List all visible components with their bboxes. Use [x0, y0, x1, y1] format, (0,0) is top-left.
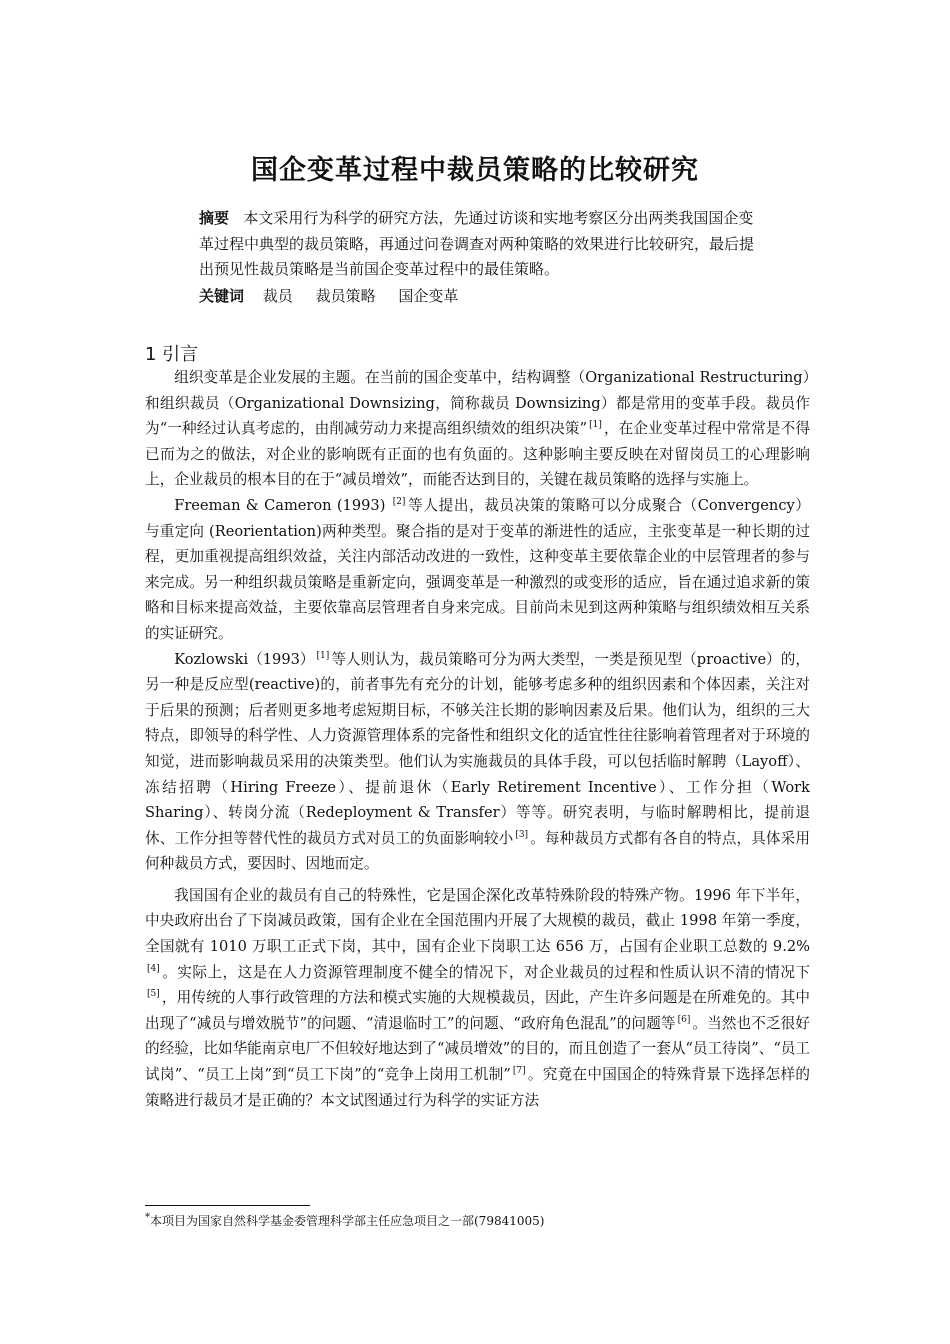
keyword: 裁员	[262, 287, 293, 305]
keywords-label: 关键词	[199, 287, 245, 305]
abstract-label: 摘要	[199, 209, 230, 227]
section-heading: 1 引言	[145, 344, 199, 365]
citation-ref: [5]	[147, 989, 160, 1000]
citation-ref: [1]	[316, 650, 330, 661]
citation-ref: [7]	[512, 1066, 526, 1077]
citation-ref: [6]	[677, 1014, 691, 1025]
keyword: 国企变革	[398, 287, 459, 305]
footnote-rule	[145, 1205, 310, 1206]
paragraph: 组织变革是企业发展的主题。在当前的国企变革中，结构调整（Organizational Restructuring）和组织裁员（Organizational Downsizing，简称裁员 Downsizing）都是常用的变革手段。裁员作为“一种经过认真考虑的，由削减劳动力来提高组织绩效的组织决策” [1] ，在企业变革过程中常常是不得已而为之的做法，对企业的影响既有正面的也有负面的。这种影响主要反映在对留岗员工的心理影响上，企业裁员的根本目的在于“减员增效”，而能否达到目的，关键在裁员策略的选择与实施上。	[145, 369, 810, 489]
paragraph: 我国国有企业的裁员有自己的特殊性，它是国企深化改革特殊阶段的特殊产物。1996 年下半年，中央政府出台了下岗减员政策，国有企业在全国范围内开展了大规模的裁员，截止 1998 年第一季度，全国就有 1010 万职工正式下岗，其中，国有企业下岗职工达 656 万，占国有企业职工总数的 9.2%[4] 。实际上，这是在人力资源管理制度不健全的情况下，对企业裁员的过程和性质认识不清的情况下[5] ，用传统的人事行政管理的方法和模式实施的大规模裁员，因此，产生许多问题是在所难免的。其中出现了“减员与增效脱节”的问题、“清退临时工”的问题、“政府角色混乱”的问题等 [6] 。当然也不乏很好的经验，比如华能南京电厂不但较好地达到了“减员增效”的目的，而且创造了一套从“员工待岗”、“员工试岗”、“员工上岗”到“员工下岗”的“竞争上岗用工机制” [7] 。究竟在中国国企的特殊背景下选择怎样的策略进行裁员才是正确的？本文试图通过行为科学的实证方法	[145, 886, 810, 1109]
body-text	[145, 365, 810, 1113]
citation-ref: [2]	[392, 497, 406, 508]
abstract-text: 本文采用行为科学的研究方法，先通过访谈和实地考察区分出两类我国国企变革过程中典型的裁员策略，再通过问卷调查对两种策略的效果进行比较研究，最后提出预见性裁员策略是当前国企变革过程中的最佳策略。	[199, 209, 755, 278]
paragraph: Kozlowski（1993） [1] 等人则认为，裁员策略可分为两大类型，一类是预见型（proactive）的，另一种是反应型(reactive)的，前者事先有充分的计划，能够考虑多种的组织因素和个体因素，关注对于后果的预测；后者则更多地考虑短期目标，不够关注长期的影响因素及后果。他们认为，组织的三大特点，即领导的科学性、人力资源管理体系的完备性和组织文化的适宜性往往影响着管理者对于环境的知觉，进而影响裁员采用的决策类型。他们认为实施裁员的具体手段，可以包括临时解聘（Layoff）、冻结招聘（Hiring Freeze）、提前退休（Early Retirement Incentive）、工作分担（Work Sharing）、转岗分流（Redeployment & Transfer）等等。研究表明，与临时解聘相比，提前退休、工作分担等替代性的裁员方式对员工的负面影响较小 [3] 。每种裁员方式都有各自的特点，具体采用何种裁员方式，要因时、因地而定。	[145, 650, 810, 873]
paper-title: 国企变革过程中裁员策略的比较研究	[251, 155, 699, 186]
footnote-text: 本项目为国家自然科学基金委管理科学部主任应急项目之一部(79841005)	[150, 1214, 545, 1228]
paragraph: Freeman & Cameron (1993) [2] 等人提出，裁员决策的策略可以分成聚合（Convergency） 与重定向 (Reorientation)两种类型。聚合指的是对于变革的渐进性的适应，主张变革是一种长期的过程，更加重视提高组织效益，关注内部活动改进的一致性，这种变革主要依靠企业的中层管理者的参与来完成。另一种组织裁员策略是重新定向，强调变革是一种激烈的或变形的适应，旨在通过追求新的策略和目标来提高效益，主要依靠高层管理者自身来完成。目前尚未见到这两种策略与组织绩效相互关系的实证研究。	[145, 496, 810, 642]
keyword: 裁员策略	[315, 287, 376, 305]
keywords	[199, 284, 476, 309]
citation-ref: [4]	[147, 963, 160, 974]
footnote-mark: *	[145, 1212, 150, 1223]
citation-ref: [3]	[515, 829, 529, 840]
footnote	[145, 1212, 544, 1229]
citation-ref: [1]	[589, 420, 602, 431]
abstract	[199, 206, 759, 283]
